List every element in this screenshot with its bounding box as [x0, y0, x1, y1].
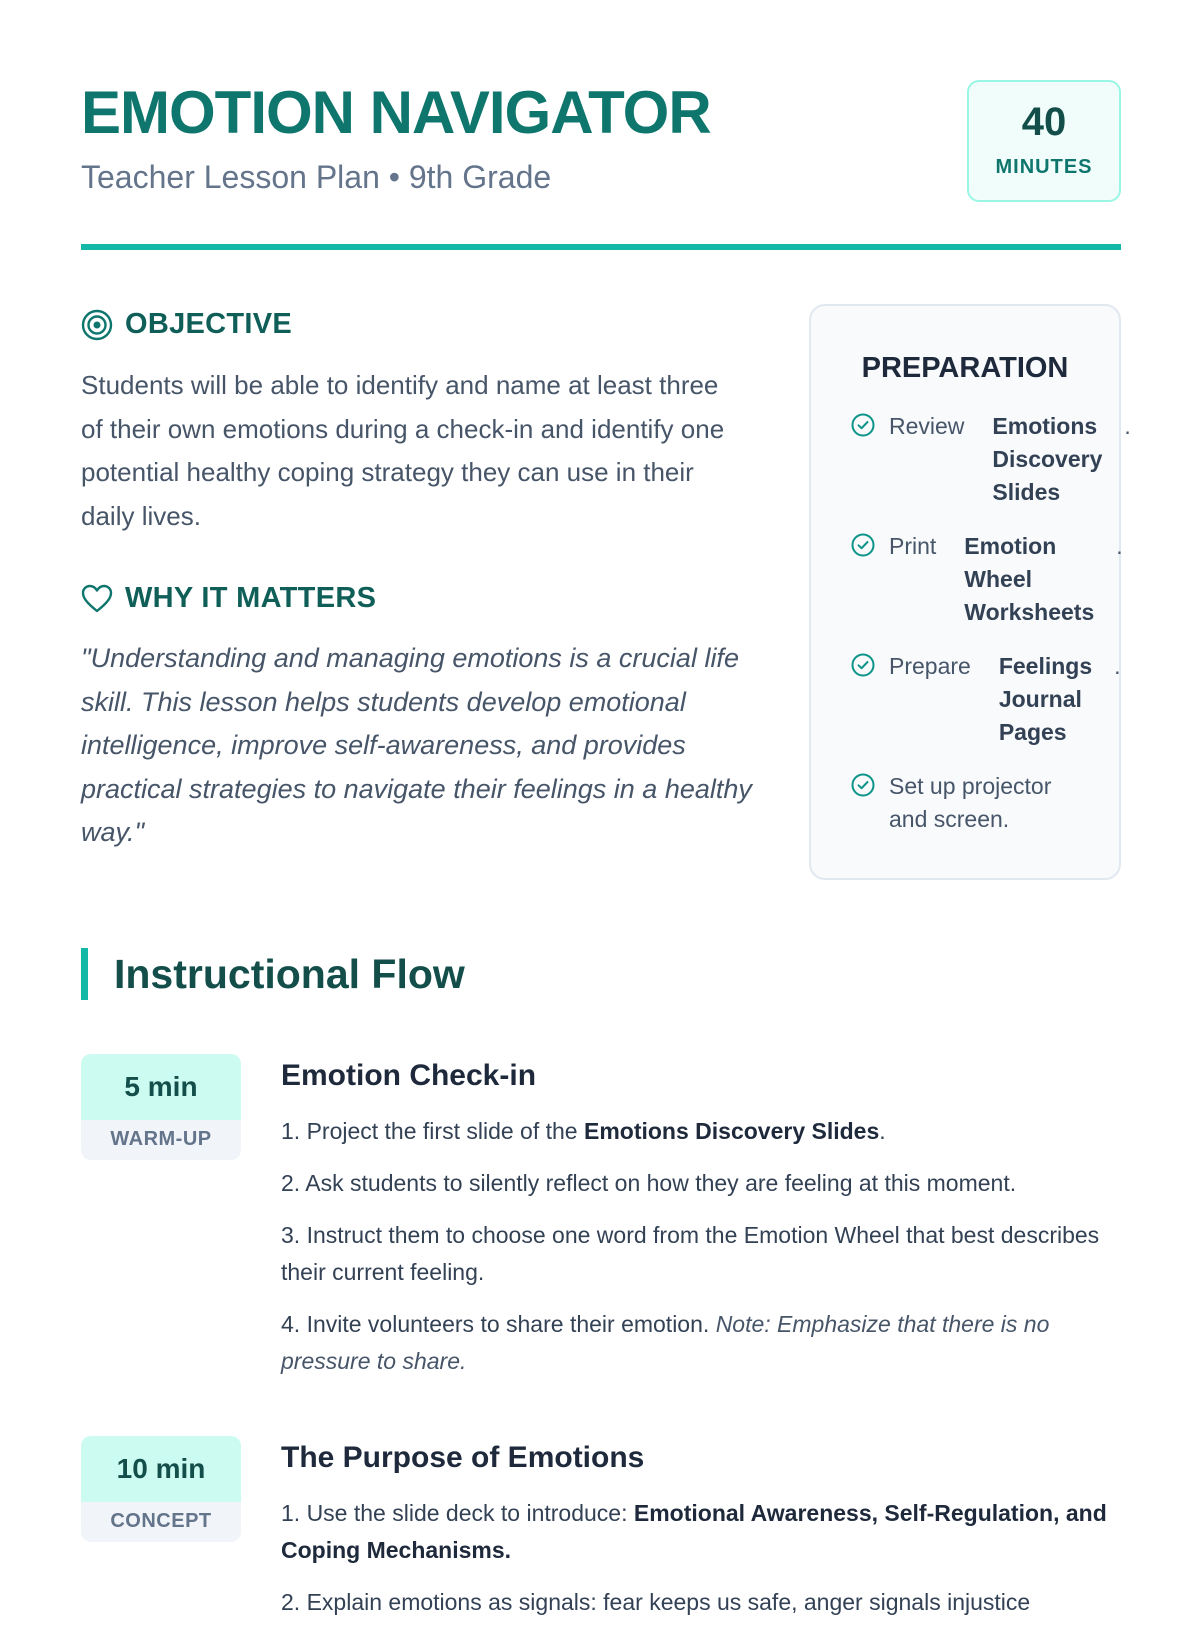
- step-list: [281, 1113, 1111, 1395]
- prep-item-suffix: .: [1114, 653, 1121, 679]
- step-list-item: 4. Invite volunteers to share their emotion. Note: Emphasize that there is no pressure to share.: [281, 1311, 1050, 1374]
- page-title: EMOTION NAVIGATOR: [81, 79, 711, 146]
- heart-icon: [81, 584, 113, 614]
- check-circle-icon: [851, 773, 875, 797]
- step-time-badge: [81, 1436, 241, 1542]
- prep-item-suffix: .: [1116, 533, 1123, 559]
- prep-item: [851, 410, 1131, 509]
- flow-accent-bar: [81, 948, 88, 1000]
- step-time-badge: [81, 1054, 241, 1160]
- step-list-item: 3. Instruct them to choose one word from the Emotion Wheel that best describes their current feeling.: [281, 1222, 1100, 1285]
- step-title: The Purpose of Emotions: [281, 1441, 645, 1474]
- step-title: Emotion Check-in: [281, 1059, 537, 1092]
- why-heading: [81, 582, 376, 615]
- prep-item-object: Emotion Wheel Worksheets: [964, 533, 1095, 625]
- prep-item-verb: Review: [889, 413, 965, 439]
- why-text: "Understanding and managing emotions is a crucial life skill. This lesson helps students develop emotional intelligence, improve self-awareness, and provides practical strategies to navigate their feelings in a healthy way.": [81, 643, 752, 847]
- check-circle-icon: [851, 653, 875, 677]
- step-list: [281, 1495, 1111, 1636]
- duration-card: [967, 80, 1121, 202]
- step-time: 5 min: [81, 1054, 241, 1120]
- step-kind: WARM-UP: [81, 1120, 241, 1160]
- objective-text: Students will be able to identify and name at least three of their own emotions during a check-in and identify one potential healthy coping strategy they can use in their daily lives.: [81, 370, 725, 531]
- prep-item-text: Set up projector and screen.: [889, 773, 1052, 832]
- check-circle-icon: [851, 533, 875, 557]
- duration-unit: MINUTES: [995, 156, 1093, 178]
- why-heading-label: WHY IT MATTERS: [125, 582, 377, 614]
- preparation-card: [809, 304, 1131, 880]
- step-kind: CONCEPT: [81, 1502, 241, 1542]
- step-list-item: 2. Ask students to silently reflect on how they are feeling at this moment.: [281, 1170, 1017, 1196]
- prep-item-verb: Prepare: [889, 653, 971, 679]
- prep-item: [851, 530, 1123, 629]
- step-list-item: 1. Project the first slide of the Emotions Discovery Slides.: [281, 1118, 886, 1144]
- page-subtitle: Teacher Lesson Plan • 9th Grade: [81, 159, 552, 195]
- preparation-title: PREPARATION: [861, 352, 1069, 384]
- header-divider: [81, 244, 1121, 250]
- objective-heading-label: OBJECTIVE: [125, 308, 293, 340]
- duration-value: 40: [1021, 100, 1067, 144]
- prep-item-object: Feelings Journal Pages: [998, 653, 1093, 745]
- lesson-plan-page: [81, 0, 1131, 1615]
- objective-heading: [81, 308, 292, 341]
- flow-title: Instructional Flow: [114, 951, 465, 997]
- prep-item: [851, 770, 1111, 836]
- prep-item-object: Emotions Discovery Slides: [992, 413, 1103, 505]
- step-list-item: 2. Explain emotions as signals: fear keeps us safe, anger signals injustice: [281, 1589, 1031, 1615]
- target-icon: [81, 309, 113, 341]
- prep-item: [851, 650, 1121, 749]
- step-list-item: 1. Use the slide deck to introduce: Emotional Awareness, Self-Regulation, and Coping Mechanisms.: [281, 1500, 1107, 1563]
- check-circle-icon: [851, 413, 875, 437]
- prep-item-suffix: .: [1124, 413, 1131, 439]
- step-time: 10 min: [81, 1436, 241, 1502]
- prep-item-verb: Print: [889, 533, 937, 559]
